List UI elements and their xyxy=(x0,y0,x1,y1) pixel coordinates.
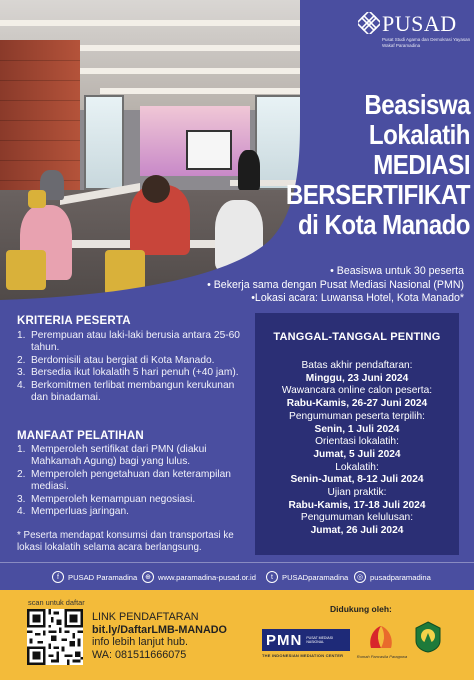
criteria-title: KRITERIA PESERTA xyxy=(17,315,131,327)
date-row: Orientasi lokalatih: xyxy=(315,436,399,448)
criteria-list xyxy=(17,330,249,404)
list-item: 3. Memperoleh kemampuan negosiasi. xyxy=(17,493,196,505)
title-line-2: Lokalatih xyxy=(368,119,470,150)
qr-code-icon[interactable] xyxy=(27,609,83,665)
date-row: Batas akhir pendaftaran: xyxy=(301,360,413,371)
brand-tagline: Pusat Studi Agama dan Demokrasi Yayasan Wakaf Paramadina xyxy=(382,37,471,48)
list-item: 4. Memperluas jaringan. xyxy=(17,506,129,518)
brand-name: PUSAD xyxy=(382,11,457,36)
date-row: Rabu-Kamis, 26-27 Juni 2024 xyxy=(286,398,428,410)
date-row: Ujian praktik: xyxy=(327,487,387,498)
qr-caption: scan untuk daftar xyxy=(28,598,85,607)
date-row: Minggu, 23 Juni 2024 xyxy=(305,372,409,384)
pusad-logo-icon xyxy=(358,12,380,34)
social-twitter[interactable]: t PUSADparamadina xyxy=(266,570,348,584)
bullet-partner: • Bekerja sama dengan Pusat Mediasi Nasional (PMN) xyxy=(207,278,464,291)
social-instagram[interactable]: ◎ pusadparamadina xyxy=(354,570,431,584)
list-item: 2. Berdomisili atau bergiat di Kota Manado. xyxy=(17,354,215,366)
page-title xyxy=(240,90,470,240)
benefits-list xyxy=(17,444,249,518)
supported-by-label: Didukung oleh: xyxy=(330,604,392,614)
pmn-logo: PMN PUSAT MEDIASI NASIONAL xyxy=(262,629,350,651)
footnote: * Peserta mendapat konsumsi dan transportasi ke lokasi lokalatih selama acara berlangsung. xyxy=(17,530,234,553)
important-dates-box xyxy=(255,313,459,555)
title-line-4: BERSERTIFIKAT xyxy=(285,179,470,210)
registration-link[interactable]: bit.ly/DaftarLMB-MANADO xyxy=(92,623,227,636)
date-row: Rabu-Kamis, 17-18 Juli 2024 xyxy=(288,499,426,511)
date-row: Jumat, 26 Juli 2024 xyxy=(310,525,404,537)
pusad-logo xyxy=(358,10,471,50)
bullet-location: •Lokasi acara: Luwansa Hotel, Kota Manado* xyxy=(251,292,464,304)
benefits-title: MANFAAT PELATIHAN xyxy=(17,430,144,442)
date-row: Wawancara online calon peserta: xyxy=(281,385,433,397)
globe-icon: ⊕ xyxy=(142,571,154,583)
rumah-pancasila-logo-icon xyxy=(366,622,396,652)
dates-title: TANGGAL-TANGGAL PENTING xyxy=(273,331,441,343)
info-section xyxy=(0,310,474,564)
list-item: 4. Berkomitmen terlibat membangun kerukunan dan binadamai. xyxy=(17,379,235,404)
social-facebook[interactable]: f PUSAD Paramadina xyxy=(52,570,137,584)
social-website[interactable]: ⊕ www.paramadina-pusad.or.id xyxy=(142,570,256,584)
info-label: info lebih lanjut hub. xyxy=(92,636,189,649)
list-item: 1. Perempuan atau laki-laki berusia antara 25-60 tahun. xyxy=(17,330,240,354)
social-bar xyxy=(0,565,474,589)
date-row: Lokalatih: xyxy=(335,461,379,473)
date-row: Pengumuman peserta terpilih: xyxy=(289,410,425,422)
title-line-5: di Kota Manado xyxy=(297,209,470,240)
registration-block xyxy=(92,611,252,661)
title-line-1: Beasiswa xyxy=(364,89,470,120)
facebook-icon: f xyxy=(52,571,64,583)
date-row: Senin-Jumat, 8-12 Juli 2024 xyxy=(290,474,424,486)
whatsapp-number[interactable]: WA: 081511666075 xyxy=(92,648,187,661)
hero-bullets xyxy=(164,265,464,306)
footer xyxy=(0,590,474,680)
instagram-icon: ◎ xyxy=(354,571,366,583)
bullet-scholarship: • Beasiswa untuk 30 peserta xyxy=(330,265,464,277)
kemenag-logo-icon xyxy=(414,621,442,653)
link-label: LINK PENDAFTARAN xyxy=(92,611,199,623)
rumah-pancasila-caption: Rumah Pancasila Paragowa xyxy=(356,654,408,659)
title-line-3: MEDIASI xyxy=(373,149,470,180)
pmn-caption: THE INDONESIAN MEDIATION CENTER xyxy=(262,653,344,658)
list-item: 2. Memperoleh pengetahuan dan keterampilan mediasi. xyxy=(17,468,231,493)
list-item: 3. Bersedia ikut lokalatih 5 hari penuh (+40 jam). xyxy=(17,367,239,379)
twitter-icon: t xyxy=(266,571,278,583)
date-row: Senin, 1 Juli 2024 xyxy=(314,423,400,435)
date-row: Jumat, 5 Juli 2024 xyxy=(313,448,401,460)
list-item: 1. Memperoleh sertifikat dari PMN (diakui Mahkamah Agung) bagi yang lulus. xyxy=(17,444,207,468)
date-row: Pengumuman kelulusan: xyxy=(300,512,414,524)
divider xyxy=(0,562,474,563)
